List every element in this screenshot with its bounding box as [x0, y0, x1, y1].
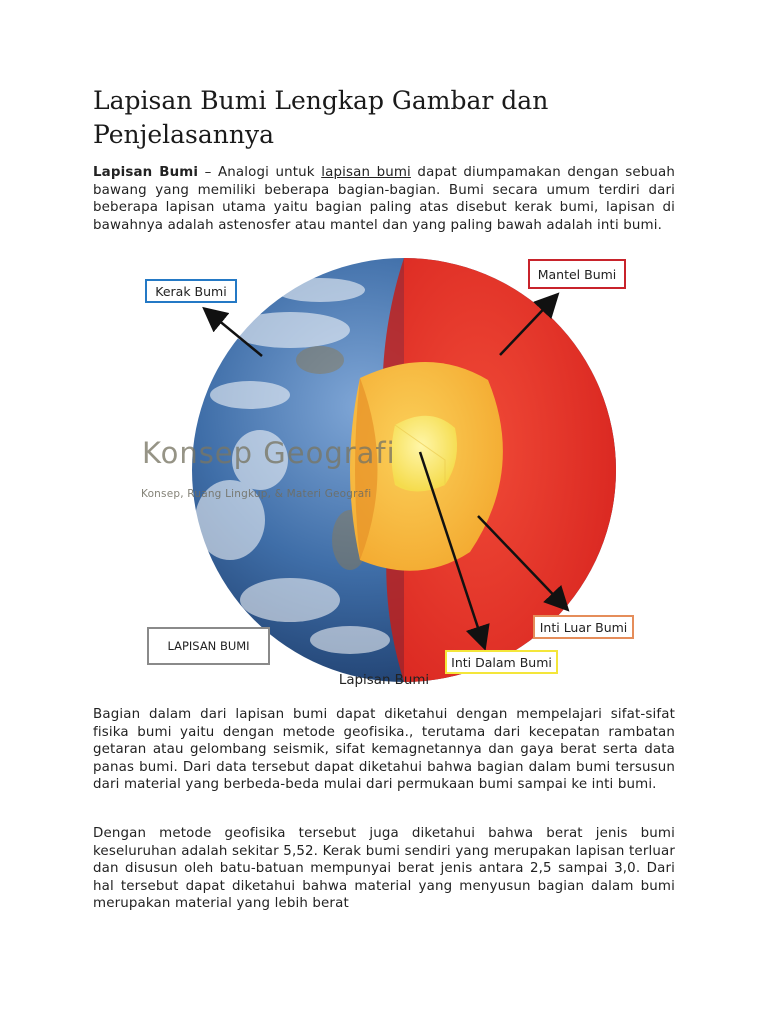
figure-caption: Lapisan Bumi [338, 673, 430, 688]
label-mantel-bumi: Mantel Bumi [528, 259, 626, 289]
lapisan-bumi-link[interactable]: lapisan bumi [321, 165, 411, 180]
label-inti-dalam-bumi: Inti Dalam Bumi [445, 650, 558, 674]
label-inti-luar-bumi: Inti Luar Bumi [533, 615, 634, 639]
intro-text-before-link: – Analogi untuk [198, 165, 322, 180]
page-title: Lapisan Bumi Lengkap Gambar dan Penjelasannya [93, 86, 549, 149]
paragraph-2: Bagian dalam dari lapisan bumi dapat diketahui dengan mempelajari sifat-sifat fisika bumi yaitu dengan metode geofisika., terutama dari kecepatan rambatan getaran atau gelombang seismik, sifat kemagnetannya dan gaya berat serta data panas bumi. Dari data tersebut dapat diketahui bahwa bagian dalam bumi tersusun dari material yang berbeda-beda mulai dari permukaan bumi sampai ke inti bumi. [93, 707, 675, 792]
intro-text-after-link: dapat diumpamakan dengan sebuah bawang yang memiliki beberapa bagian-bagian. Bumi secara umum terdiri dari beberapa lapisan utama yaitu bagian paling atas disebut kerak bumi, lapisan di bawahnya adalah astenosfer atau mantel dan yang paling bawah adalah inti bumi. [93, 165, 676, 233]
label-kerak-bumi: Kerak Bumi [145, 279, 237, 303]
watermark-subtitle: Konsep, Ruang Lingkup, & Materi Geografi [141, 488, 372, 500]
watermark-title: Konsep Geografi [142, 436, 396, 470]
label-lapisan-bumi: LAPISAN BUMI [147, 627, 270, 665]
inner-core-layer [392, 416, 458, 492]
paragraph-3: Dengan metode geofisika tersebut juga diketahui bahwa berat jenis bumi keseluruhan adalah sekitar 5,52. Kerak bumi sendiri yang merupakan lapisan terluar dan disusun oleh batu-batuan mempunyai berat jenis antara 2,5 sampai 3,0. Dari hal tersebut dapat diketahui bahwa material yang menyusun bagian dalam bumi merupakan material yang lebih berat [93, 826, 675, 911]
intro-lead: Lapisan Bumi [93, 165, 199, 180]
